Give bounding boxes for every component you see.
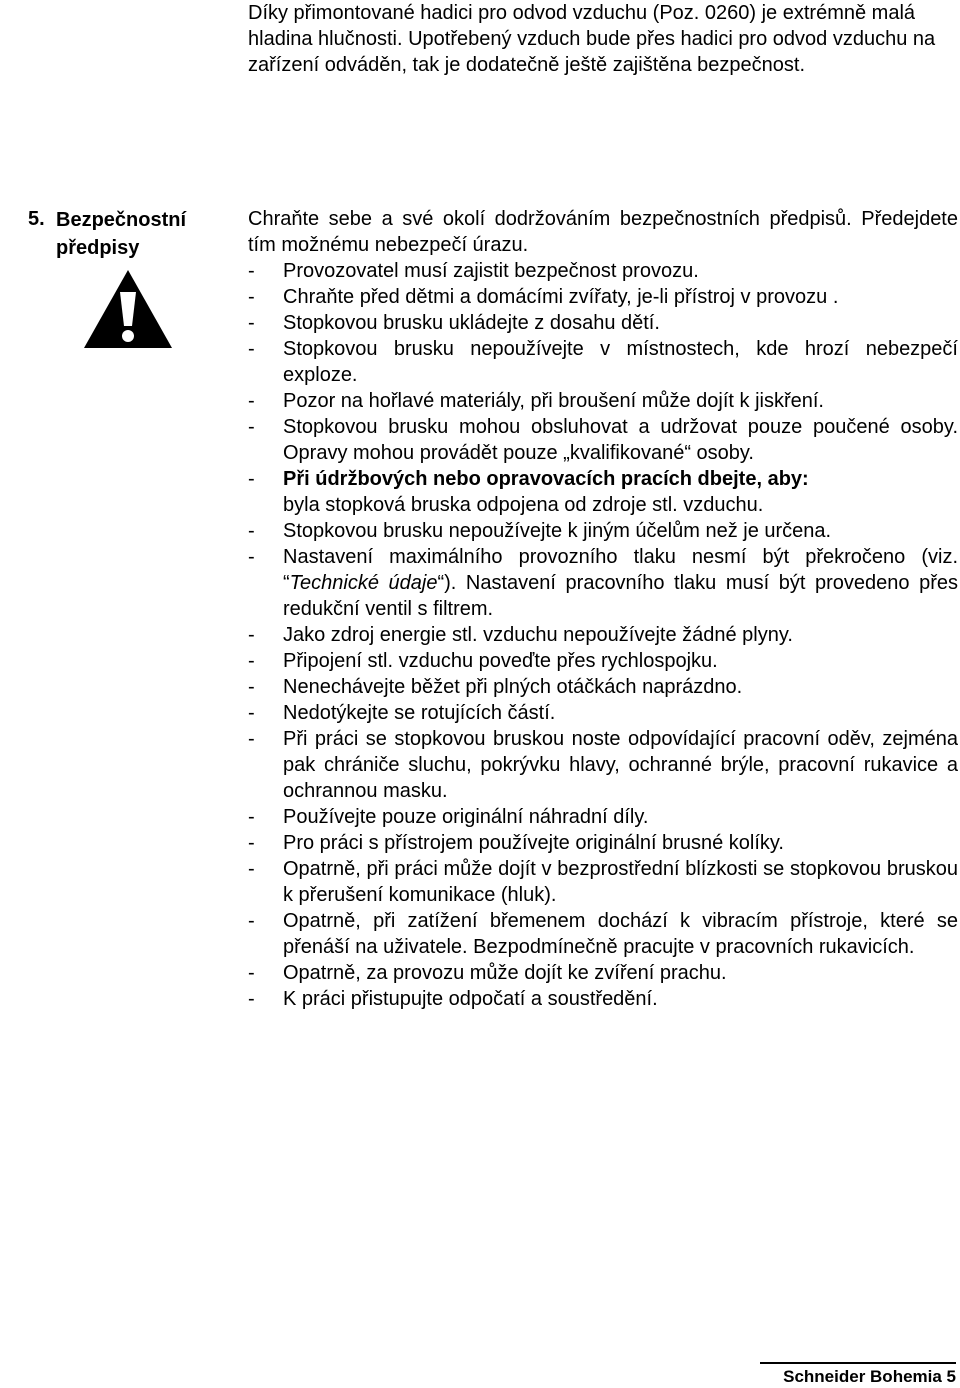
- list-item-italic-text: Technické údaje: [289, 572, 438, 594]
- list-item-text: Chraňte před dětmi a domácími zvířaty, je-li přístroj v provozu .: [283, 286, 839, 308]
- safety-content: [248, 206, 958, 1012]
- list-item: [248, 622, 958, 648]
- list-item: [248, 856, 958, 908]
- list-item: [248, 700, 958, 726]
- section-title: [56, 206, 186, 262]
- section-number: 5.: [28, 208, 45, 230]
- list-item-text: Stopkovou brusku ukládejte z dosahu dětí.: [283, 312, 660, 334]
- list-dash: -: [248, 286, 255, 308]
- list-item-text: Stopkovou brusku mohou obsluhovat a udržovat pouze poučené osoby. Opravy mohou provádět pouze „kvalifikované“ osoby.: [283, 416, 958, 464]
- list-item: [248, 466, 958, 518]
- list-dash: -: [248, 988, 255, 1010]
- list-item: [248, 986, 958, 1012]
- list-item: [248, 258, 958, 284]
- list-dash: -: [248, 728, 255, 750]
- list-item-text: Připojení stl. vzduchu poveďte přes rychlospojku.: [283, 650, 718, 672]
- list-item: [248, 648, 958, 674]
- list-item: [248, 674, 958, 700]
- list-dash: -: [248, 390, 255, 412]
- list-dash: -: [248, 650, 255, 672]
- list-item-text: Pro práci s přístrojem používejte originální brusné kolíky.: [283, 832, 784, 854]
- list-item: [248, 336, 958, 388]
- list-item-text: Nenechávejte běžet při plných otáčkách naprázdno.: [283, 676, 743, 698]
- list-item-text: Provozovatel musí zajistit bezpečnost provozu.: [283, 260, 699, 282]
- list-dash: -: [248, 806, 255, 828]
- list-item: [248, 310, 958, 336]
- list-item-text: Jako zdroj energie stl. vzduchu nepoužívejte žádné plyny.: [283, 624, 793, 646]
- list-item-text: K práci přistupujte odpočatí a soustředění.: [283, 988, 658, 1010]
- list-dash: -: [248, 520, 255, 542]
- list-item: [248, 518, 958, 544]
- list-item-text: Opatrně, za provozu může dojít ke zvíření prachu.: [283, 962, 727, 984]
- section-title-line1: Bezpečnostní: [56, 209, 187, 231]
- list-dash: -: [248, 260, 255, 282]
- list-dash: -: [248, 338, 255, 360]
- list-item-text: Opatrně, při práci může dojít v bezprostřední blízkosti se stopkovou bruskou k přerušení komunikace (hluk).: [283, 858, 958, 906]
- list-dash: -: [248, 546, 255, 568]
- list-item-bold-text: Při údržbových nebo opravovacích pracích dbejte, aby:: [283, 468, 809, 490]
- list-dash: -: [248, 832, 255, 854]
- section-title-line2: předpisy: [56, 237, 140, 259]
- list-item-text: Stopkovou brusku nepoužívejte v místnostech, kde hrozí nebezpečí exploze.: [283, 338, 958, 386]
- list-item: [248, 726, 958, 804]
- list-item-text-after: “). Nastavení pracovního tlaku musí být provedeno přes redukční ventil s filtrem.: [283, 572, 958, 620]
- list-dash: -: [248, 858, 255, 880]
- safety-list: [248, 258, 958, 1012]
- list-item: [248, 544, 958, 622]
- list-item-text: Pozor na hořlavé materiály, při broušení může dojít k jiskření.: [283, 390, 824, 412]
- list-dash: -: [248, 312, 255, 334]
- list-item: [248, 804, 958, 830]
- list-item-text: byla stopková bruska odpojena od zdroje stl. vzduchu.: [283, 494, 764, 516]
- intro-paragraph: Díky přimontované hadici pro odvod vzduchu (Poz. 0260) je extrémně malá hladina hlučnosti. Upotřebený vzduch bude přes hadici pro odvod vzduchu na zařízení odváděn, tak je dodatečně ještě zajištěna bezpečnost.: [248, 2, 936, 76]
- list-dash: -: [248, 962, 255, 984]
- list-item-text: Při práci se stopkovou bruskou noste odpovídající pracovní oděv, zejména pak chrániče sluchu, pokrývku hlavy, ochranné brýle, pracovní rukavice a ochrannou masku.: [283, 728, 958, 802]
- safety-intro: Chraňte sebe a své okolí dodržováním bezpečnostních předpisů. Předejdete tím možnému nebezpečí úrazu.: [248, 208, 958, 256]
- list-item-text-before: Nastavení maximálního provozního tlaku nesmí být překročeno (viz. “: [283, 546, 958, 594]
- list-item: [248, 960, 958, 986]
- list-item: [248, 388, 958, 414]
- list-item: [248, 284, 958, 310]
- warning-triangle-icon: [82, 268, 174, 350]
- list-item-text: Nedotýkejte se rotujících částí.: [283, 702, 556, 724]
- list-dash: -: [248, 676, 255, 698]
- list-dash: -: [248, 468, 255, 490]
- list-item-text: Stopkovou brusku nepoužívejte k jiným účelům než je určena.: [283, 520, 832, 542]
- list-dash: -: [248, 702, 255, 724]
- list-item-text: Opatrně, při zatížení břemenem dochází k vibracím přístroje, které se přenáší na uživatele. Bezpodmínečně pracujte v pracovních rukavicích.: [283, 910, 958, 958]
- list-dash: -: [248, 416, 255, 438]
- list-item: [248, 830, 958, 856]
- list-item-text: Používejte pouze originální náhradní díly.: [283, 806, 649, 828]
- list-dash: -: [248, 624, 255, 646]
- page-footer: Schneider Bohemia 5: [760, 1362, 956, 1388]
- list-item: [248, 414, 958, 466]
- list-dash: -: [248, 910, 255, 932]
- list-item: [248, 908, 958, 960]
